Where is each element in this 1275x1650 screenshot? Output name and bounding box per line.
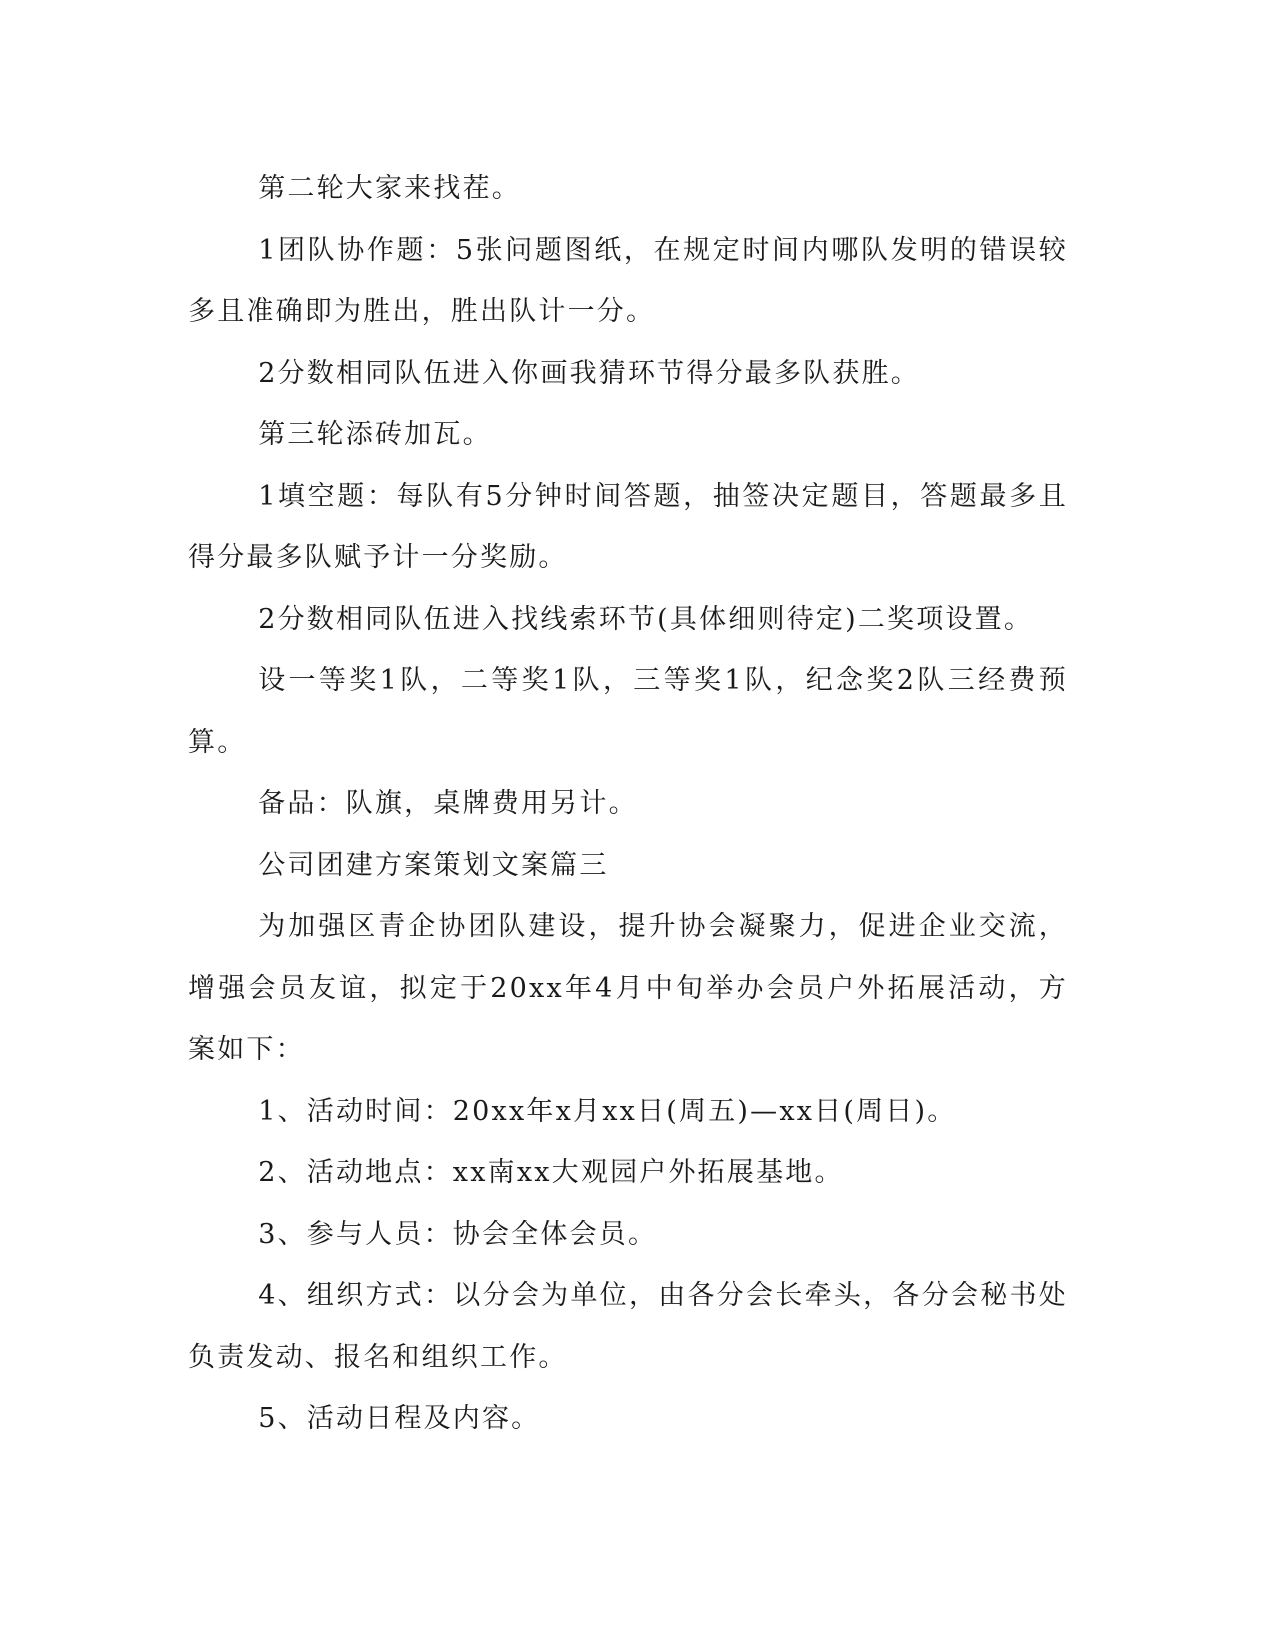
paragraph-intro: 为加强区青企协团队建设，提升协会凝聚力，促进企业交流，增强会员友谊，拟定于20xx年4月中旬举办会员户外拓展活动，方案如下： bbox=[188, 911, 1068, 1065]
paragraph-participants: 3、参与人员：协会全体会员。 bbox=[258, 1218, 658, 1250]
paragraph-tie-draw-guess: 2分数相同队伍进入你画我猜环节得分最多队获胜。 bbox=[258, 357, 920, 389]
paragraph-supplies: 备品：队旗，桌牌费用另计。 bbox=[258, 788, 638, 819]
paragraph-round-two-title: 第二轮大家来找茬。 bbox=[258, 173, 521, 204]
paragraph-organization: 4、组织方式：以分会为单位，由各分会长牵头，各分会秘书处负责发动、报名和组织工作。 bbox=[188, 1280, 1068, 1373]
paragraph-teamwork-question: 1团队协作题：5张问题图纸，在规定时间内哪队发明的错误较多且准确即为胜出，胜出队计一分。 bbox=[188, 234, 1068, 327]
document-body bbox=[188, 158, 1068, 1450]
paragraph-activity-time: 1、活动时间：20xx年x月xx日(周五)—xx日(周日)。 bbox=[258, 1095, 957, 1127]
paragraph-section-three-heading: 公司团建方案策划文案篇三 bbox=[258, 849, 609, 881]
paragraph-awards: 设一等奖1队，二等奖1队，三等奖1队，纪念奖2队三经费预算。 bbox=[188, 665, 1068, 758]
paragraph-activity-location: 2、活动地点：xx南xx大观园户外拓展基地。 bbox=[258, 1157, 844, 1188]
paragraph-round-three-title: 第三轮添砖加瓦。 bbox=[258, 419, 492, 450]
paragraph-tie-find-clues: 2分数相同队伍进入找线索环节(具体细则待定)二奖项设置。 bbox=[258, 603, 1034, 635]
paragraph-fill-blank-question: 1填空题：每队有5分钟时间答题，抽签决定题目，答题最多且得分最多队赋予计一分奖励。 bbox=[188, 480, 1068, 573]
paragraph-schedule: 5、活动日程及内容。 bbox=[258, 1403, 541, 1434]
